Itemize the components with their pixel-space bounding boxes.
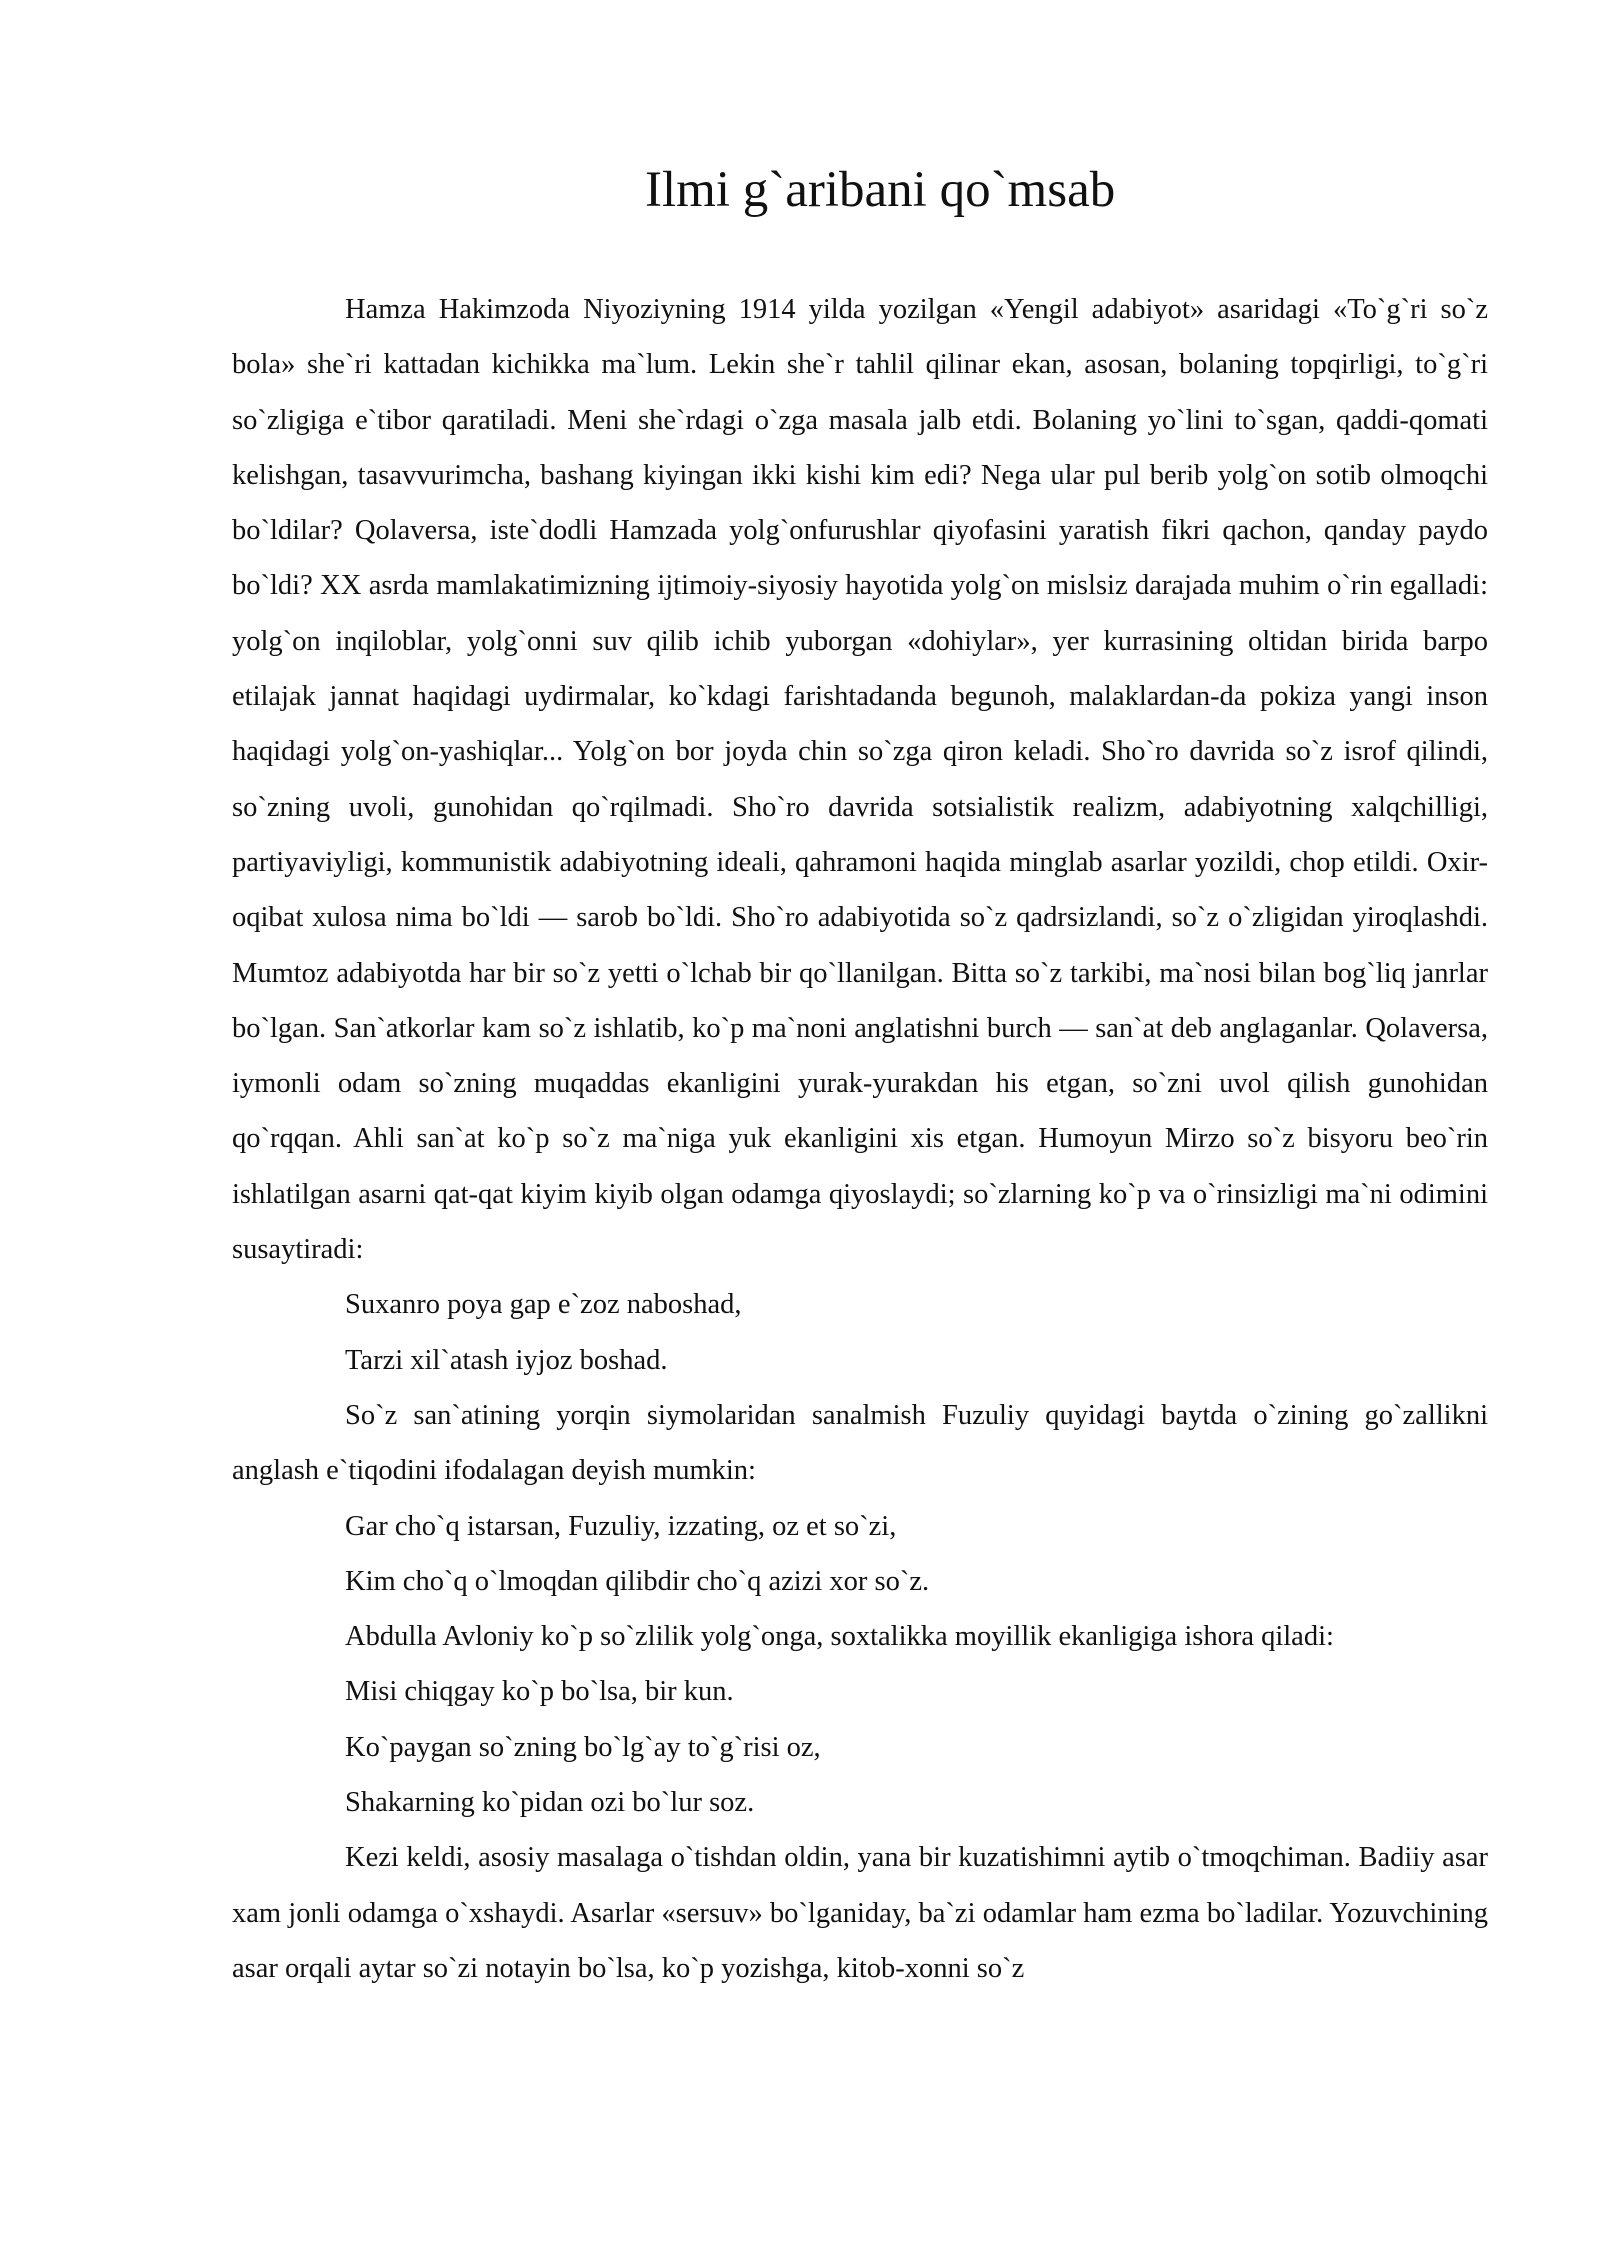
paragraph: So`z san`atining yorqin siymolaridan sanalmish Fuzuliy quyidagi baytda o`zining go`zallikni anglash e`tiqodini ifodalagan deyish mumkin:	[232, 1399, 1488, 1487]
verse-line: Ko`paygan so`zning bo`lg`ay to`g`risi oz,	[345, 1731, 821, 1763]
verse-line: Gar cho`q istarsan, Fuzuliy, izzating, oz et so`zi,	[345, 1510, 897, 1542]
paragraph: Hamza Hakimzoda Niyoziyning 1914 yilda yozilgan «Yengil adabiyot» asaridagi «To`g`ri so`z bola» she`ri kattadan kichikka ma`lum. Lekin she`r tahlil qilinar ekan, asosan, bolaning topqirligi, to`g`ri so`zligiga e`tibor qaratiladi. Meni she`rdagi o`zga masala jalb etdi. Bolaning yo`lini to`sgan, qaddi-qomati kelishgan, tasavvurimcha, bashang kiyingan ikki kishi kim edi? Nega ular pul berib yolg`on sotib olmoqchi bo`ldilar? Qolaversa, iste`dodli Hamzada yolg`onfurushlar qiyofasini yaratish fikri qachon, qanday paydo bo`ldi? XX asrda mamlakatimizning ijtimoiy-siyosiy hayotida yolg`on mislsiz darajada muhim o`rin egalladi: yolg`on inqiloblar, yolg`onni suv qilib ichib yuborgan «dohiylar», yer kurrasining oltidan birida barpo etilajak jannat haqidagi uydirmalar, ko`kdagi farishtadanda begunoh, malaklardan-da pokiza yangi inson haqidagi yolg`on-yashiqlar... Yolg`on bor joyda chin so`zga qiron keladi. Sho`ro davrida so`z isrof qilindi, so`zning uvoli, gunohidan qo`rqilmadi. Sho`ro davrida sotsialistik realizm, adabiyotning xalqchilligi, partiyaviyligi, kommunistik adabiyotning ideali, qahramoni haqida minglab asarlar yozildi, chop etildi. Oxir-oqibat xulosa nima bo`ldi — sarob bo`ldi. Sho`ro adabiyotida so`z qadrsizlandi, so`z o`zligidan yiroqlashdi. Mumtoz adabiyotda har bir so`z yetti o`lchab bir qo`llanilgan. Bitta so`z tarkibi, ma`nosi bilan bog`liq janrlar bo`lgan. San`atkorlar kam so`z ishlatib, ko`p ma`noni anglatishni burch — san`at deb anglaganlar. Qolaversa, iymonli odam so`zning muqaddas ekanligini yurak-yurakdan his etgan, so`zni uvol qilish gunohidan qo`rqqan. Ahli san`at ko`p so`z ma`niga yuk ekanligini xis etgan. Humoyun Mirzo so`z bisyoru beo`rin ishlatilgan asarni qat-qat kiyim kiyib olgan odamga qiyoslaydi; so`zlarning ko`p va o`rinsizligi ma`ni odimini susaytiradi:	[232, 294, 1488, 1266]
verse-line: Abdulla Avloniy ko`p so`zlilik yolg`onga, soxtalikka moyillik ekanligiga ishora qiladi:	[345, 1621, 1334, 1653]
verse-line: Shakarning ko`pidan ozi bo`lur soz.	[345, 1787, 755, 1819]
verse-line: Tarzi xil`atash iyjoz boshad.	[345, 1344, 668, 1376]
verse-line: Kim cho`q o`lmoqdan qilibdir cho`q azizi xor so`z.	[345, 1565, 930, 1597]
verse-line: Misi chiqgay ko`p bo`lsa, bir kun.	[345, 1676, 734, 1708]
paragraph: Kezi keldi, asosiy masalaga o`tishdan oldin, yana bir kuzatishimni aytib o`tmoqchiman. Badiiy asar xam jonli odamga o`xshaydi. Asarlar «sersuv» bo`lganiday, ba`zi odamlar ham ezma bo`ladilar. Yozuvchining asar orqali aytar so`zi notayin bo`lsa, ko`p yozishga, kitob-xonni so`z	[232, 1842, 1488, 1984]
document-body	[232, 282, 1488, 1996]
verse-line: Suxanro poya gap e`zoz naboshad,	[345, 1289, 742, 1321]
document-title: Ilmi g`aribani qo`msab	[645, 162, 1116, 218]
